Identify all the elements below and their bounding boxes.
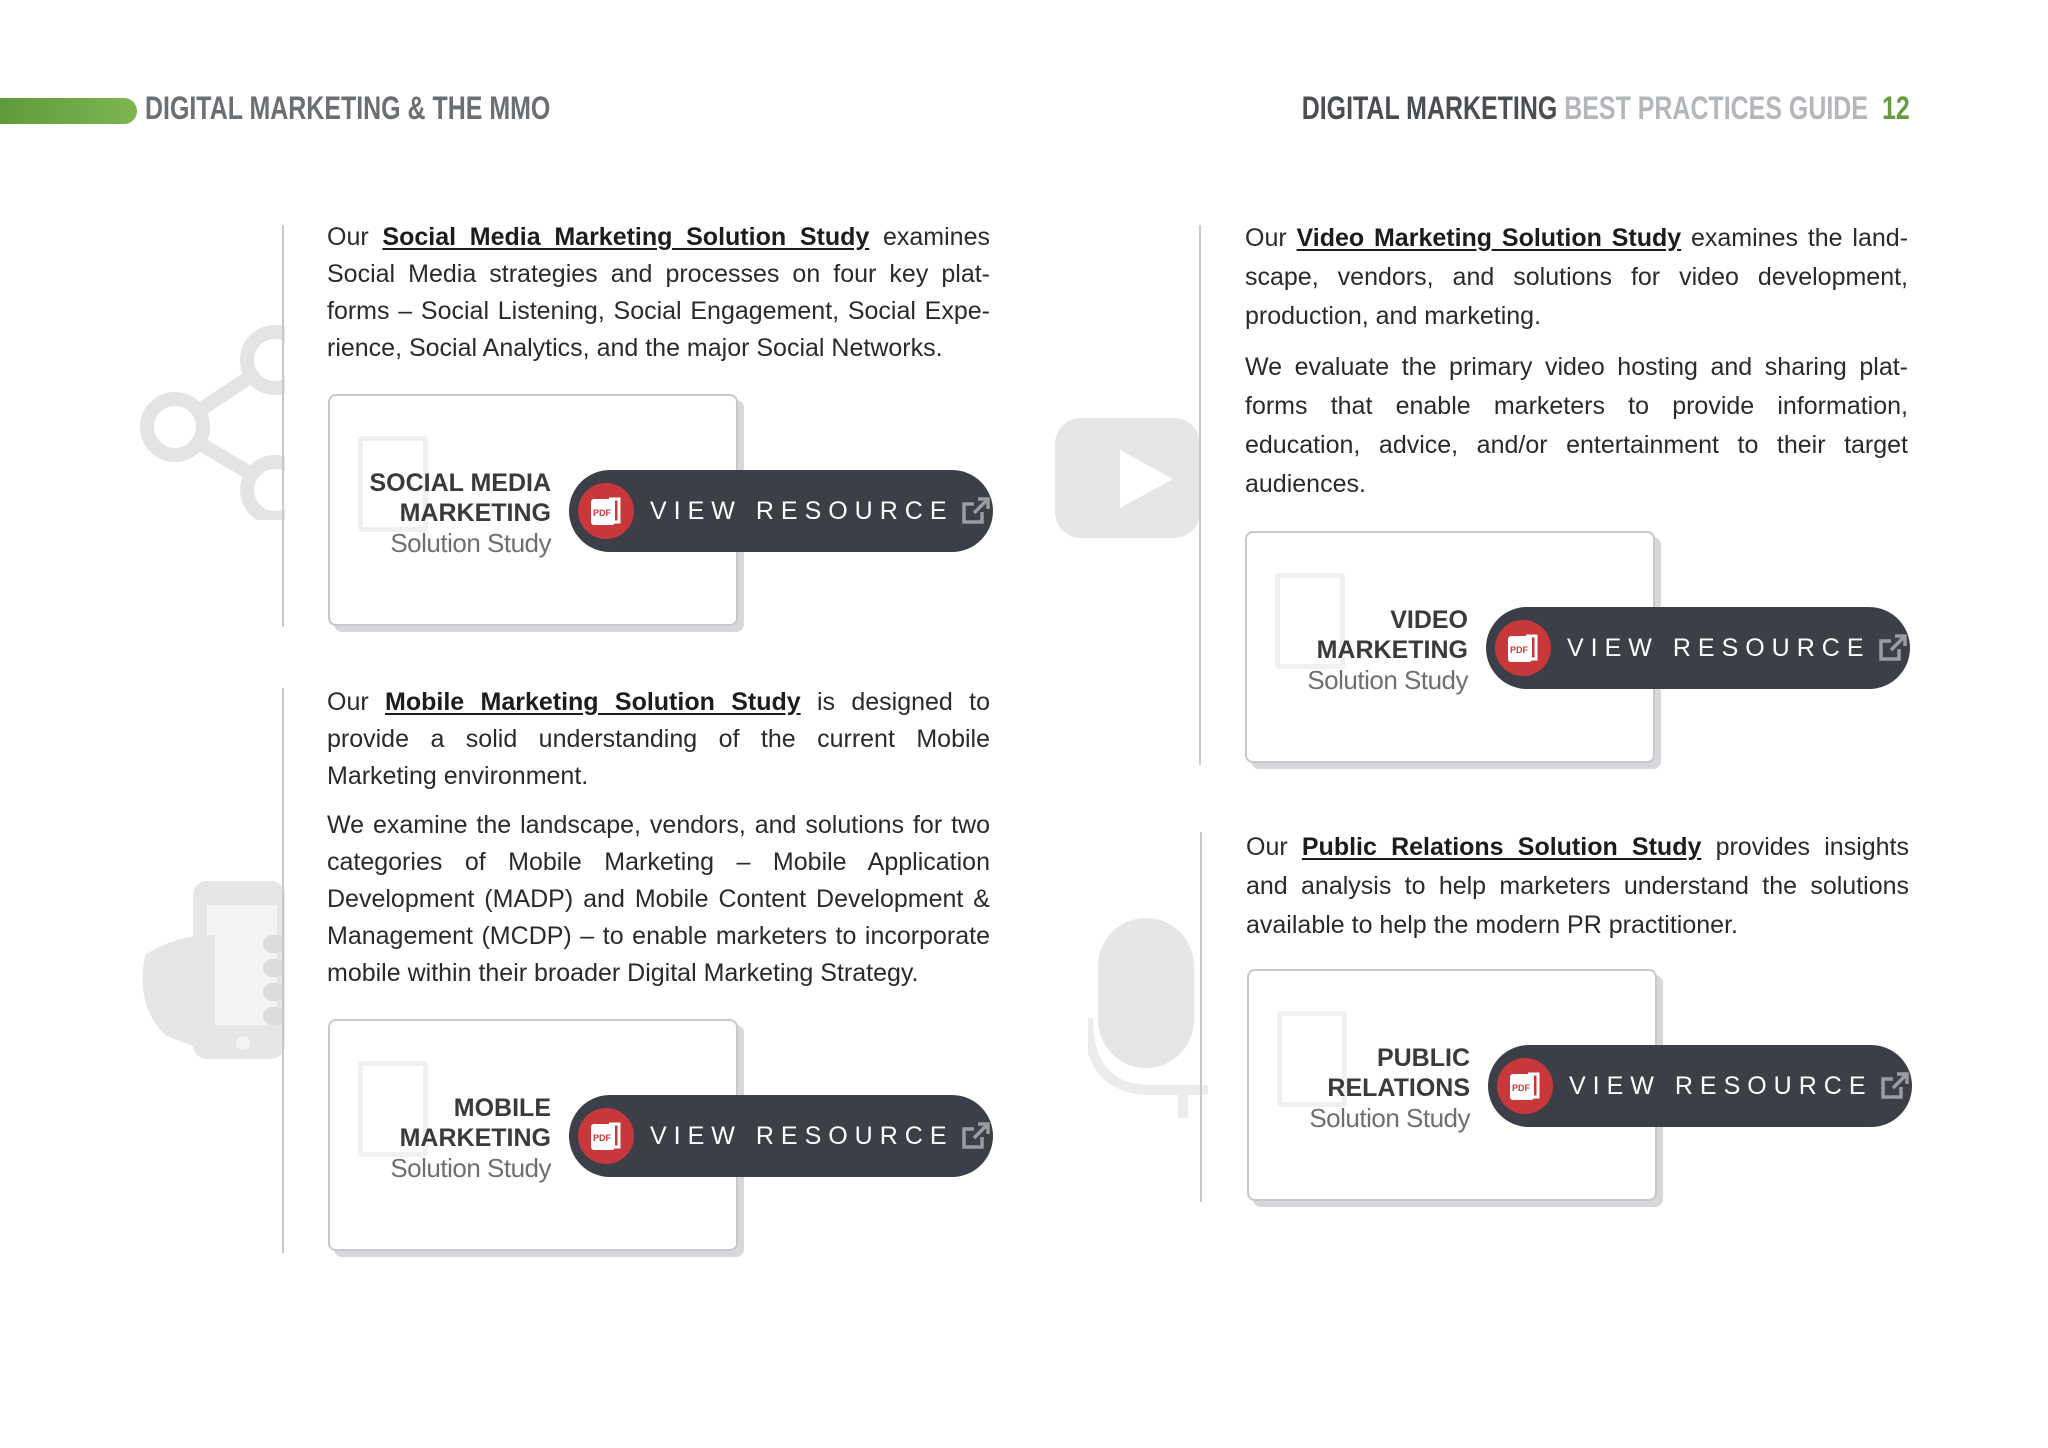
card-title: PUBLIC RELATIONS Solution Study — [1309, 1044, 1470, 1133]
mobile-description — [327, 684, 990, 992]
intro-text: Our — [327, 223, 369, 251]
mobile-phone-icon — [135, 875, 285, 1065]
share-icon — [135, 320, 285, 520]
intro-text: Our — [1245, 224, 1287, 252]
view-resource-button[interactable] — [1488, 1045, 1912, 1127]
pdf-icon — [1495, 620, 1551, 676]
card-title: MOBILE MARKETING Solution Study — [390, 1094, 551, 1183]
view-resource-button[interactable] — [569, 470, 993, 552]
external-link-icon — [960, 1120, 992, 1152]
card-title: VIDEO MARKETING Solution Study — [1307, 606, 1468, 695]
external-link-icon — [1879, 1070, 1911, 1102]
divider-line — [282, 225, 284, 627]
intro-text: Our — [327, 688, 369, 716]
guide-title-dark: DIGITAL MARKETING — [1301, 90, 1558, 126]
divider-line — [1200, 832, 1202, 1202]
body-text: provides insights and analysis to help marketers understand the solutions available to help the modern PR practitioner. — [1246, 833, 1910, 939]
social-media-study-link[interactable]: Social Media Marketing Solution Study — [382, 223, 870, 251]
section-title: DIGITAL MARKETING & THE MMO — [145, 90, 551, 126]
body-text: is designed to provide a solid understanding of the current Mobile Marketing environment. — [327, 688, 990, 790]
button-label: VIEW RESOURCE — [1567, 633, 1871, 662]
mobile-study-link[interactable]: Mobile Marketing Solution Study — [385, 688, 801, 716]
body-text: examines Social Media strategies and processes on four key platforms – Social Listening, Social Engagement, Social Experience, Social Analytics, and the major Social Networks. — [327, 223, 990, 362]
pdf-icon — [1497, 1058, 1553, 1114]
play-button-icon — [1055, 418, 1200, 538]
video-description — [1245, 219, 1908, 504]
view-resource-button[interactable] — [1486, 607, 1910, 689]
video-study-link[interactable]: Video Marketing Solution Study — [1296, 224, 1682, 252]
external-link-icon — [1877, 632, 1909, 664]
card-title: SOCIAL MEDIA MARKETING Solution Study — [369, 469, 551, 558]
pr-description — [1246, 828, 1909, 945]
svg-text:PDF: PDF — [593, 1133, 611, 1143]
external-link-icon — [960, 495, 992, 527]
microphone-icon — [1088, 918, 1208, 1118]
divider-line — [282, 688, 284, 1253]
button-label: VIEW RESOURCE — [650, 1121, 954, 1150]
social-media-description — [327, 219, 990, 367]
page-number: 12 — [1882, 90, 1910, 126]
pdf-icon — [578, 1108, 634, 1164]
pr-study-link[interactable]: Public Relations Solution Study — [1301, 833, 1702, 861]
button-label: VIEW RESOURCE — [1569, 1071, 1873, 1100]
svg-text:PDF: PDF — [593, 508, 611, 518]
body-text: We examine the landscape, vendors, and solutions for two categories of Mobile Marketing – Mobile Application Development (MADP) and Mobile Content Development & Management (MCDP) – to enable marketers to incorporate mobile within their broader Digital Marketing Strategy. — [327, 811, 990, 987]
svg-text:PDF: PDF — [1512, 1083, 1530, 1093]
view-resource-button[interactable] — [569, 1095, 993, 1177]
body-text: We evaluate the primary video hosting and sharing platforms that enable marketers to provide information, education, advice, and/or entertainment to their target audiences. — [1245, 353, 1908, 498]
button-label: VIEW RESOURCE — [650, 496, 954, 525]
divider-line — [1199, 225, 1201, 765]
intro-text: Our — [1246, 833, 1288, 861]
guide-title-light: BEST PRACTICES GUIDE — [1564, 90, 1868, 126]
svg-text:PDF: PDF — [1510, 645, 1528, 655]
guide-title — [1302, 90, 1868, 127]
body-text: examines the landscape, vendors, and solutions for video development, production, and marketing. — [1245, 224, 1909, 330]
pdf-icon — [578, 483, 634, 539]
header-accent-bar — [0, 98, 137, 124]
